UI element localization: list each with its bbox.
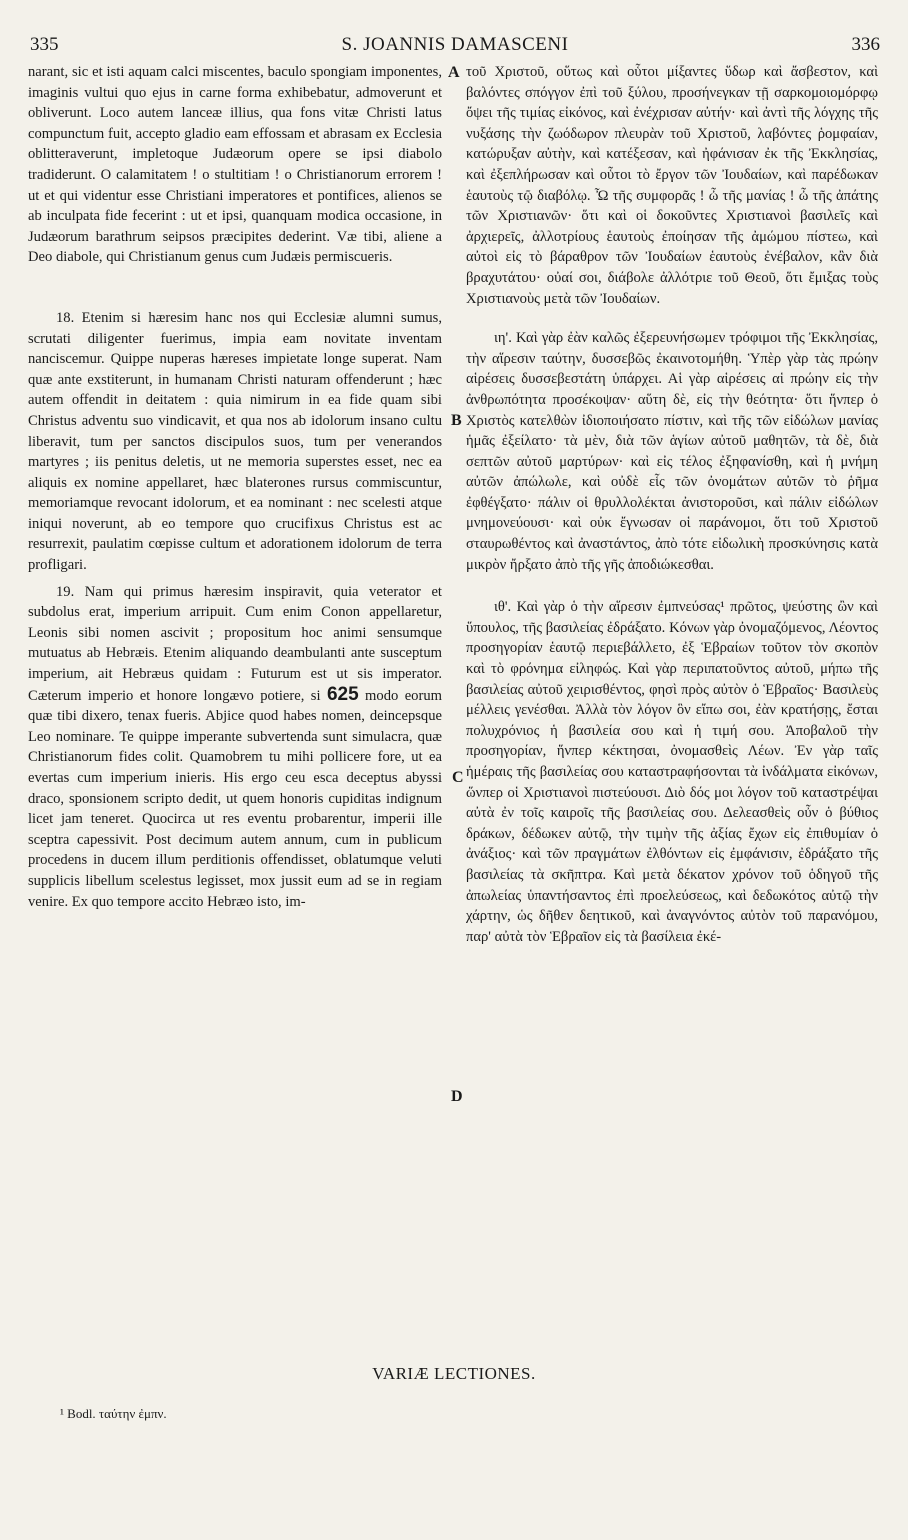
margin-marker-a: A	[448, 64, 460, 81]
variae-lectiones-heading: VARIÆ LECTIONES.	[372, 1364, 536, 1383]
latin-paragraph-19-start: 19. Nam qui primus hæresim inspiravit, quia veterator et subdolus erat, imperium arripuit. Cum enim Conon appellaretur, Leonis sibi nomen ascivit ; propositum hoc animi sensumque mutuatus ab Hebræis. Etenim aliquando deambulanti ante susceptum imperium, ait Hebræus quidam : Futurum est ut sis imperator. Cæterum imperio et honore longævo potiere, si	[28, 583, 442, 704]
margin-marker-b: B	[451, 412, 462, 429]
running-header	[30, 34, 880, 58]
page-number-left: 335	[30, 34, 59, 55]
latin-paragraph-19	[28, 582, 442, 913]
greek-paragraph-18: ιη'. Καὶ γὰρ ἐὰν καλῶς ἐξερευνήσωμεν τρόφιμοι τῆς Ἐκκλησίας, τὴν αἵρεσιν ταύτην, δυσσεβῶς ἐκαινοτομήθη. Ὑπὲρ γὰρ τὰς πρώην αἱρέσεις δυσσεβεστάτη ὑπάρχει. Αἱ γὰρ αἱρέσεις αἱ πρώην εἰς τὴν ἀνθρωπότητα προσέκοψαν· αὕτη δὲ, εἰς τὴν θεότητα· ὅτι ἥνπερ ὁ Χριστὸς κατελθὼν ἰδιοποιήσατο πίστιν, καὶ τῆς τῶν εἰδώλων μανίας ἡμᾶς ἐξείλατο· τὰ μὲν, διὰ τῶν ἁγίων αὐτοῦ μαθητῶν, τὰ δὲ, διὰ σεπτῶν αὐτοῦ μαρτύρων· καὶ εἰς τέλος ἐξηφανίσθη, καὶ ἡ μνήμη αὐτῶν ἀπώλωλε, καὶ οὐδὲ εἷς τῶν ὀνομάτων αὐτῶν τὸ ῥῆμα ἐφθέγξατο· πάλιν οἱ θρυλλολέκται ἀνιστοροῦσι, καὶ πάλιν εἰδώλων μνημονεύουσι· καὶ οὐκ ἔγνωσαν οἱ παράνομοι, ὅτι τοῦ Χριστοῦ σταυρωθέντος καὶ ἀναστάντος, ἀπὸ τότε εἰδωλικὴ προσκύνησις κατὰ μικρὸν ἤρξατο ἀπὸ τῆς γῆς ἀποδιώκεσθαι.	[466, 330, 878, 573]
edition-page-number: 625	[326, 683, 359, 705]
greek-paragraph-19: ιθ'. Καὶ γὰρ ὁ τὴν αἵρεσιν ἐμπνεύσας¹ πρῶτος, ψεύστης ὢν καὶ ὕπουλος, τῆς βασιλείας ἐδράξατο. Κόνων γὰρ ὀνομαζόμενος, Λέοντος προσηγορίαν ἑαυτῷ περιεβάλλετο, ἐξ Ἑβραίων τοῦτον τὸν σκοπὸν καὶ τὸ φρόνημα εἰληφώς. Καὶ γὰρ περιπατοῦντος αὐτοῦ, μήπω τῆς βασιλείας αὐτοῦ χειρισθέντος, φησὶ πρὸς αὐτὸν ὁ Ἑβραῖος· Βασιλεὺς μέλλεις γενέσθαι. Ἀλλὰ τὸν λόγον ὃν εἴπω σοι, ἐὰν κρατήσῃς, ἔσται πολυχρόνιος ἡ βασιλεία σου καὶ ἡ τιμή σου. Ἀποβαλοῦ τὴν προσηγορίαν, ἥνπερ κέκτησαι, ὀνομασθεὶς Λέων. Ἐν γὰρ ταῖς ἡμέραις τῆς βασιλείας σου καταστραφήσονται τὰ ἰνδάλματα εἰκόνων, ὥνπερ οἱ Χριστιανοὶ πιστεύουσι. Διὸ δός μοι λόγον τοῦ καταστρέψαι αὐτὰ ἐν τοῖς καιροῖς τῆς βασιλείας σου. Δελεασθεὶς οὖν ὁ βύθιος δράκων, δέδωκεν αὐτῷ, τὴν τιμὴν τῆς ἀξίας ἔχων εἰς ἐπιθυμίαν ὁ ἀνάξιος· καὶ τῶν πραγμάτων ἐλθόντων εἰς ἐμφάνισιν, ἐδράξατο τῆς βασιλείας τὰ σκῆπτρα. Καὶ μετὰ δέκατον χρόνον τοῦ ὁδηγοῦ τῆς ἀπωλείας ὑπαντήσαντος ἐπὶ προελεύσεως, καὶ δεδωκότος αὐτῷ τὴν χάρτην, ὡς δῆθεν δεητικοῦ, καὶ ἀναγνόντος αὐτὸν τοῦ παρανόμου, παρ' αὐτὰ τὸν Ἑβραῖον εἰς τὰ βασίλεια ἐκέ-	[466, 599, 878, 945]
page-number-right: 336	[851, 34, 880, 55]
footnote: ¹ Bodl. ταύτην ἐμπν.	[60, 1406, 167, 1421]
running-title: S. JOANNIS DAMASCENI	[341, 34, 569, 55]
margin-marker-d: D	[451, 1088, 463, 1105]
latin-paragraph-17: narant, sic et isti aquam calci miscentes, baculo spongiam imponentes, imaginis vultui quo ejus in carne forma exhibebatur, admoverunt et obliverunt. Loco autem lanceæ illius, qua fons vitæ Christi latus compunctum fuit, accepto gladio eam effossam et abrasam ex Ecclesia oblitteraverunt, impletoque Judæorum opere se ipsi diabolo tradiderunt. O calamitatem ! o stultitiam ! o Christianorum errorem ! ut et qui videntur esse Christiani imperatores et pontifices, alienos se ab inculpata fide fecerint : ut et ipsi, quanquam modica occasione, in Judæorum barathrum seipsos præcipites dederint. Væ tibi, aliene a Deo diabole, qui Christianum genus cum Judæis permiscueris.	[28, 64, 442, 266]
latin-paragraph-18: 18. Etenim si hæresim hanc nos qui Ecclesiæ alumni sumus, scrutati diligenter fuerimus, impia eam novitate inventam nanciscemur. Quippe nuperas hæreses impietate longe superat. Nam quæ ante exstiterunt, in humanam Christi naturam offenderunt ; hæc autem offendit in deitatem : quia nimirum in ea fide quam sibi Christus adventu suo vindicavit, et qua nos ab idolorum insano cultu liberavit, tum per sanctos discipulos suos, tum per venerandos martyres ; iis penitus deletis, ut ne memoria superstes esset, nec ea aliquis ex nomine appellaret, hæc blaterones rursus commiscuntur, memoriamque revocant idolorum, et ea nominant : nec scelesti atque iniqui noverunt, ab eo tempore quo crucifixus Christus est ac resurrexit, paulatim cœpisse cultum et adorationem idolorum de terra profligari.	[28, 309, 442, 574]
margin-marker-c: C	[452, 769, 464, 786]
latin-column	[28, 62, 442, 912]
greek-column	[466, 62, 878, 947]
latin-paragraph-19-end: modo eorum quæ tibi dixero, tenax fueris. Abjice quod habes nomen, deincepsque Leo nominare. Te quippe imperante subvertenda sunt simulacra, quæ Christianorum fides colit. Quamobrem tu mihi pollicere fore, ut ea evertas cum imperium inieris. His ergo ceu esca deceptus abyssi draco, sponsionem scripto dedit, ut quem honoris cupiditas indignum licet jam teneret. Quocirca ut res eventu probarentur, imperii ille sceptra capessivit. Post decimum autem annum, cum in publicum procedens in ducem illum perditionis offendisset, oblatumque veluti supplicis libellum scelestus legisset, mox jussit eum ad se in regiam venire. Ex quo tempore accito Hebræo isto, im-	[28, 687, 442, 910]
greek-paragraph-17: τοῦ Χριστοῦ, οὕτως καὶ οὗτοι μίξαντες ὕδωρ καὶ ἄσβεστον, καὶ βαλόντες σπόγγον ἐπὶ τοῦ ξύλου, προσήνεγκαν τῇ σαρκομοιομόρφῳ ὄψει τῆς τιμίας εἰκόνος, καὶ ἐνέχρισαν αὐτήν· καὶ ἀντὶ τῆς λόγχης τῆς νυξάσης τὴν ζωόδωρον πλευρὰν τοῦ Χριστοῦ, λαβόντες ῥομφαίαν, κατώρυξαν αὐτὴν, καὶ κατέξεσαν, καὶ ἠφάνισαν ἐκ τῆς Ἐκκλησίας, καὶ ἐξεπλήρωσαν καὶ οὗτοι τὸ ἔργον τῶν Ἰουδαίων, καὶ παρέδωκαν ἑαυτοὺς τῷ διαβόλῳ. Ὦ τῆς συμφορᾶς ! ὦ τῆς μανίας ! ὦ τῆς ἀπάτης τῶν Χριστιανῶν· ὅτι καὶ οἱ δοκοῦντες Χριστιανοὶ βασιλεῖς καὶ ἀρχιερεῖς, ἀλλοτρίους ἑαυτοὺς ἐποίησαν τῆς ἀμώμου πίστεω, καὶ αὐτοὶ εἰς τὸ βάραθρον τῶν Ἰουδαίων ἑαυτοὺς ἐνέβαλον, κἂν διὰ βραχυτάτου· οὐαί σοι, διάβολε ἀλλότριε τοῦ Θεοῦ, ὅτι ἔμιξας τοὺς Χριστιανοὺς μετὰ τῶν Ἰουδαίων.	[466, 64, 878, 307]
